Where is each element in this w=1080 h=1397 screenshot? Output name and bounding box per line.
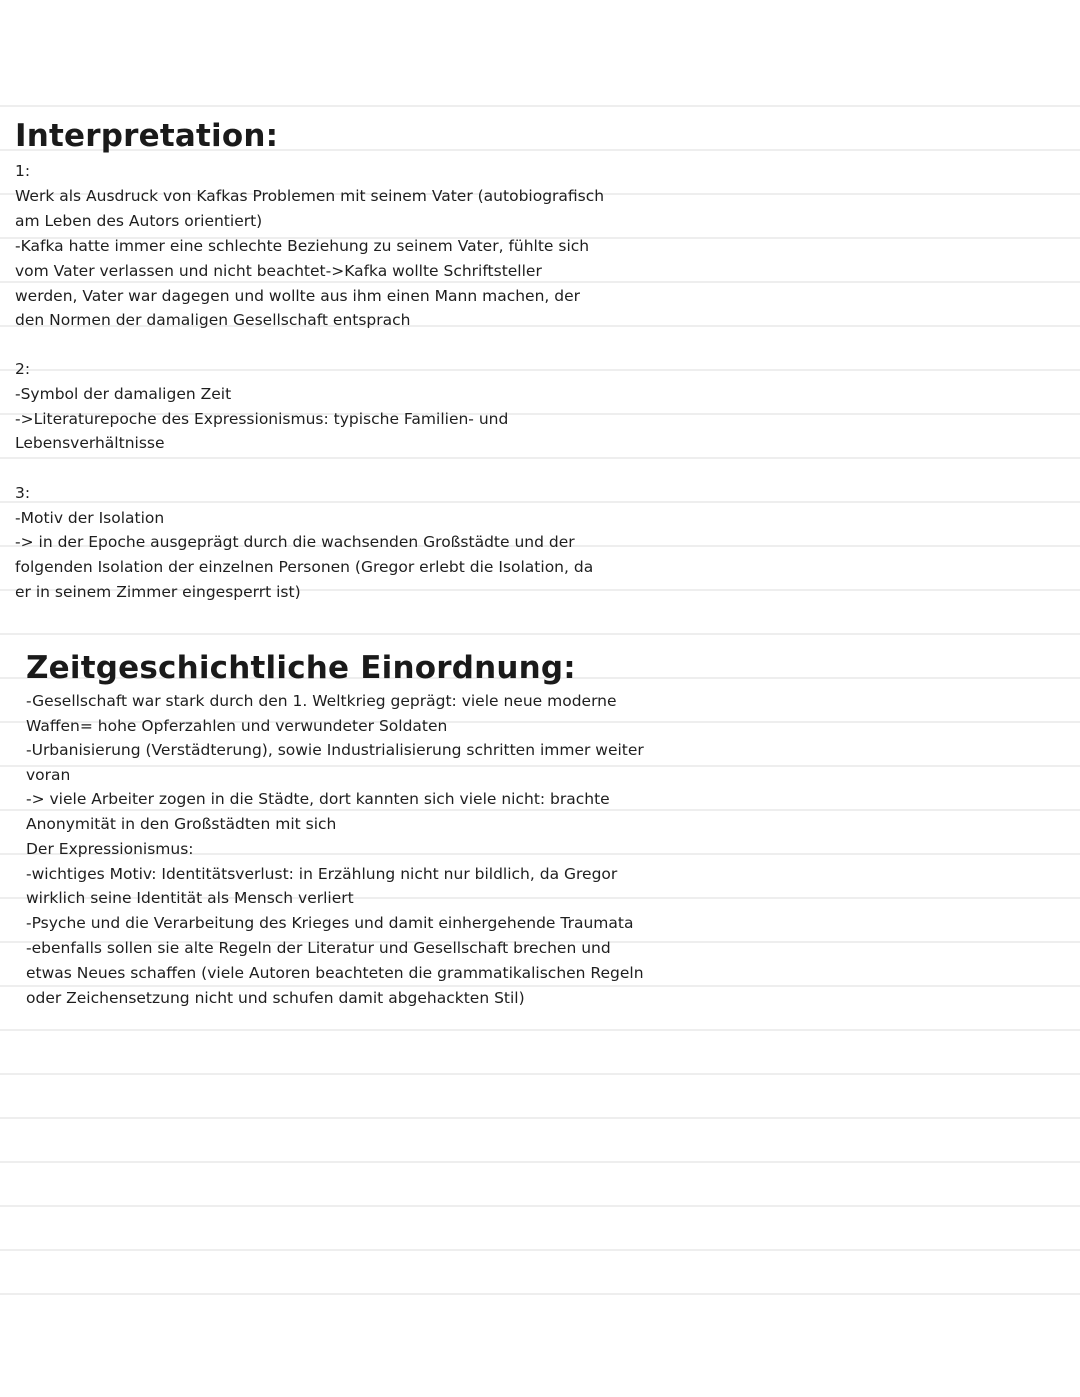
interpretation-line: -> in der Epoche ausgeprägt durch die wachsenden Großstädte und der (15, 533, 575, 551)
zeitgeschichte-line: etwas Neues schaffen (viele Autoren beachteten die grammatikalischen Regeln (26, 964, 644, 982)
zeitgeschichte-line: Anonymität in den Großstädten mit sich (26, 815, 337, 833)
zeitgeschichte-line: -Gesellschaft war stark durch den 1. Weltkrieg geprägt: viele neue moderne (26, 692, 617, 710)
interpretation-line: Lebensverhältnisse (15, 434, 165, 452)
interpretation-line: -Motiv der Isolation (15, 509, 165, 527)
interpretation-line: 3: (15, 484, 31, 502)
interpretation-line: -Symbol der damaligen Zeit (15, 385, 232, 403)
interpretation-line: werden, Vater war dagegen und wollte aus ihm einen Mann machen, der (15, 287, 581, 305)
zeitgeschichte-line: wirklich seine Identität als Mensch verliert (26, 889, 354, 907)
interpretation-line: -Kafka hatte immer eine schlechte Beziehung zu seinem Vater, fühlte sich (15, 237, 590, 255)
interpretation-line: den Normen der damaligen Gesellschaft entsprach (15, 311, 411, 329)
zeitgeschichte-line: oder Zeichensetzung nicht und schufen damit abgehackten Stil) (26, 989, 525, 1007)
interpretation-line: ->Literaturepoche des Expressionismus: typische Familien- und (15, 410, 509, 428)
zeitgeschichte-line: Der Expressionismus: (26, 840, 194, 858)
zeitgeschichte-line: Waffen= hohe Opferzahlen und verwundeter Soldaten (26, 717, 448, 735)
interpretation-line: 1: (15, 162, 31, 180)
zeitgeschichte-line: -Urbanisierung (Verstädterung), sowie Industrialisierung schritten immer weiter (26, 741, 644, 759)
interpretation-line: folgenden Isolation der einzelnen Personen (Gregor erlebt die Isolation, da (15, 558, 594, 576)
zeitgeschichte-line: -wichtiges Motiv: Identitätsverlust: in Erzählung nicht nur bildlich, da Gregor (26, 865, 618, 883)
interpretation-line: Werk als Ausdruck von Kafkas Problemen mit seinem Vater (autobiografisch (15, 187, 605, 205)
interpretation-line: er in seinem Zimmer eingesperrt ist) (15, 583, 301, 601)
interpretation-line: vom Vater verlassen und nicht beachtet->Kafka wollte Schriftsteller (15, 262, 542, 280)
interpretation-line: am Leben des Autors orientiert) (15, 212, 263, 230)
interpretation-line: 2: (15, 360, 31, 378)
zeitgeschichte-line: -> viele Arbeiter zogen in die Städte, dort kannten sich viele nicht: brachte (26, 790, 610, 808)
zeitgeschichte-line: -ebenfalls sollen sie alte Regeln der Literatur und Gesellschaft brechen und (26, 939, 611, 957)
interpretation-heading: Interpretation: (15, 118, 279, 154)
zeitgeschichte-heading: Zeitgeschichtliche Einordnung: (26, 650, 576, 686)
zeitgeschichte-line: voran (26, 766, 71, 784)
zeitgeschichte-line: -Psyche und die Verarbeitung des Krieges und damit einhergehende Traumata (26, 914, 634, 932)
